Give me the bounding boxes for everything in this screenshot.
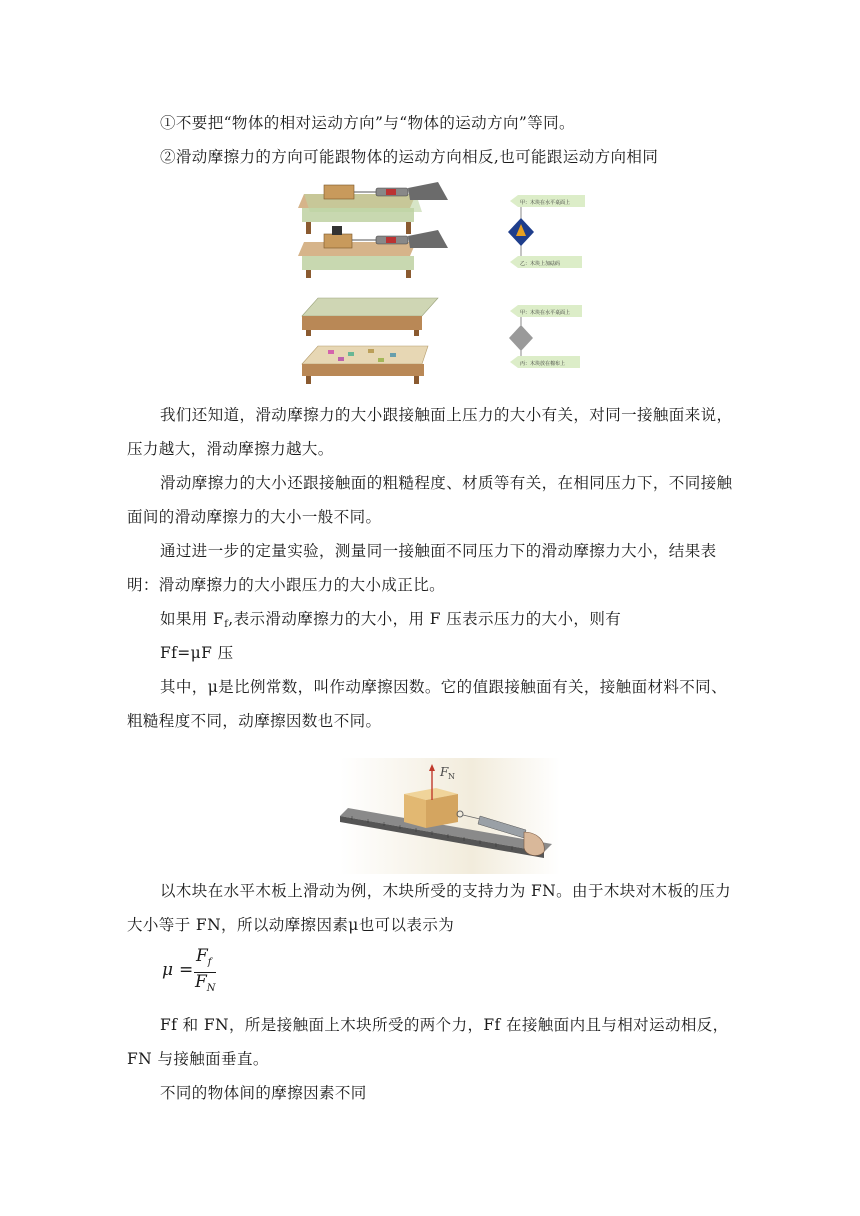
table-scene-2	[298, 226, 448, 278]
paragraph-proportional: 通过进一步的定量实验，测量同一接触面不同压力下的滑动摩擦力大小，结果表明：滑动摩擦力的大小跟压力的大小成正比。	[127, 542, 717, 594]
comparison-flow-2	[509, 305, 582, 368]
note-direction: ②滑动摩擦力的方向可能跟物体的运动方向相反,也可能跟运动方向相同	[160, 148, 659, 166]
svg-text:甲：木块在水平桌面上: 甲：木块在水平桌面上	[520, 200, 571, 206]
paragraph-different-materials: 不同的物体间的摩擦因素不同	[160, 1084, 367, 1102]
paragraph-pressure: 我们还知道，滑动摩擦力的大小跟接触面上压力的大小有关，对同一接触面来说，压力越大，滑动摩擦力越大。	[127, 406, 733, 458]
block-on-board-figure	[340, 758, 560, 874]
friction-coefficient-formula: μ = $F_f$ $F_N$	[162, 946, 216, 994]
svg-text:F: F	[440, 765, 449, 779]
svg-text:丙：木块放在棉布上: 丙：木块放在棉布上	[520, 361, 566, 367]
equation-line: Ff=μF 压	[160, 644, 234, 662]
paragraph-forces-explained: Ff 和 FN，所是接触面上木块所受的两个力，Ff 在接触面内且与相对运动相反，FN 与接触面垂直。	[127, 1016, 729, 1068]
paragraph-roughness: 滑动摩擦力的大小还跟接触面的粗糙程度、材质等有关，在相同压力下，不同接触面间的滑动摩擦力的大小一般不同。	[127, 474, 733, 526]
comparison-flow-1	[508, 195, 585, 268]
svg-text:甲：木块在水平桌面上: 甲：木块在水平桌面上	[520, 310, 571, 316]
table-scene-3	[302, 298, 438, 336]
paragraph-notation: 如果用 $F_f$,表示滑动摩擦力的大小，用 F 压表示压力的大小，则有	[160, 610, 622, 630]
paragraph-coefficient: 其中，μ是比例常数，叫作动摩擦因数。它的值跟接触面有关，接触面材料不同、粗糙程度不同，动摩擦因数也不同。	[127, 678, 727, 730]
paragraph-support-force: 以木块在水平木板上滑动为例，木块所受的支持力为 FN。由于木块对木板的压力大小等于 FN，所以动摩擦因素μ也可以表示为	[127, 882, 732, 934]
svg-text:N: N	[448, 772, 455, 781]
svg-text:乙：木块上加砝码: 乙：木块上加砝码	[520, 261, 561, 267]
table-scene-1	[298, 182, 448, 234]
table-scene-4	[302, 346, 428, 384]
note-relative-motion: ①不要把“物体的相对运动方向”与“物体的运动方向”等同。	[160, 114, 575, 132]
friction-experiment-figure	[298, 180, 590, 386]
